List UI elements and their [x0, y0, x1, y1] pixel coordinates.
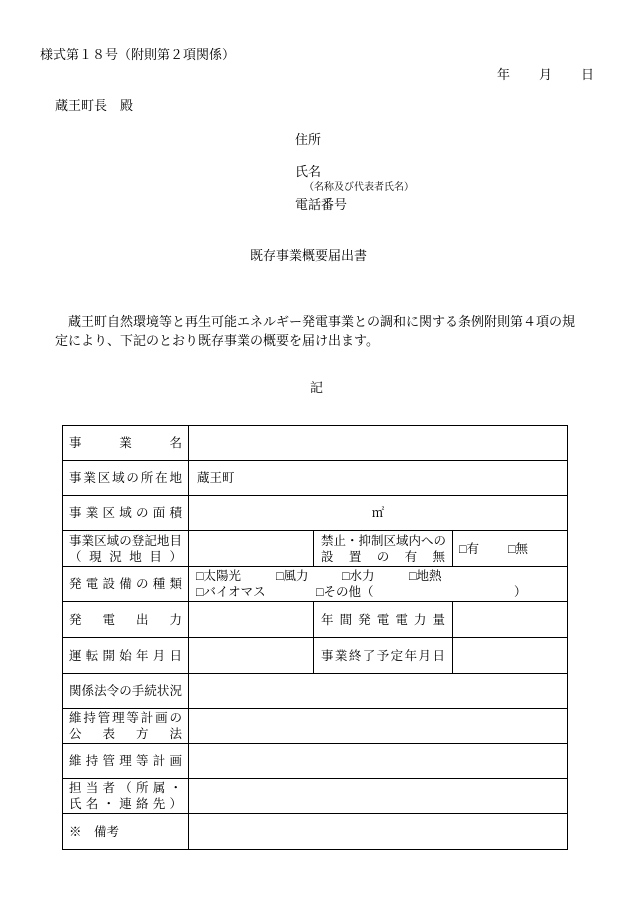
area-label-cell [63, 496, 189, 531]
output-label-cell [63, 602, 189, 638]
ki-marker: 記 [310, 380, 324, 395]
row-location [63, 461, 568, 496]
location-value: 蔵王町 [197, 471, 235, 485]
addressee: 蔵王町長 殿 [55, 98, 134, 113]
restricted-zone-option-no: □無 [508, 541, 529, 556]
name-label: 氏名 [295, 164, 322, 179]
location-value-cell [189, 461, 568, 496]
row-equipment-type [63, 567, 568, 602]
date-line: 年 月 日 [497, 67, 596, 82]
restricted-zone-label-line-1: 禁止・抑制区域内への [321, 533, 447, 548]
name-note: （名称及び代表者氏名） [304, 182, 414, 193]
address-label: 住所 [295, 132, 322, 147]
start-date-label: 運転開始年月日 [69, 648, 182, 663]
remarks-label: ※ 備考 [69, 824, 120, 839]
remarks-value-cell [189, 814, 568, 850]
start-date-label-cell [63, 638, 189, 674]
body-line-1: 蔵王町自然環境等と再生可能エネルギー発電事業との調和に関する条例附則第４項の規 [55, 314, 576, 329]
equipment-type-label-cell [63, 567, 189, 602]
maintenance-publication-label-cell [63, 709, 189, 744]
land-category-value-cell [189, 531, 314, 567]
row-remarks [63, 814, 568, 850]
permits-label: 関係法令の手続状況 [69, 684, 182, 698]
restricted-zone-label-line-2: 設置の有無 [321, 549, 445, 564]
row-business-name [63, 426, 568, 461]
land-category-label-cell [63, 531, 189, 567]
start-date-value-cell [189, 638, 314, 674]
permits-label-cell [63, 674, 189, 709]
row-area [63, 496, 568, 531]
overview-table [62, 425, 568, 850]
row-dates [63, 638, 568, 674]
maintenance-plan-label: 維持管理等計画 [69, 754, 182, 768]
annual-generation-value-cell [453, 602, 568, 638]
maintenance-plan-label-cell [63, 744, 189, 779]
equipment-option-wind: □風力 [276, 569, 309, 583]
location-label-cell [63, 461, 189, 496]
remarks-label-cell [63, 814, 189, 850]
contact-label-line-2: 氏名・連絡先） [69, 797, 182, 811]
restricted-zone-label-cell [314, 531, 453, 567]
maintenance-publication-value-cell [189, 709, 568, 744]
row-output [63, 602, 568, 638]
output-label: 発電出力 [69, 612, 182, 627]
permits-value-cell [189, 674, 568, 709]
body-line-2: 定により、下記のとおり既存事業の概要を届け出ます。 [55, 333, 379, 348]
form-number: 様式第１８号（附則第２項関係） [40, 47, 236, 62]
land-category-label-line-2: （現況地目） [69, 549, 182, 564]
annual-generation-label: 年間発電電力量 [321, 612, 445, 627]
location-label: 事業区域の所在地 [69, 471, 182, 485]
contact-label-cell [63, 779, 189, 814]
row-land-category [63, 531, 568, 567]
phone-label: 電話番号 [295, 197, 348, 212]
equipment-option-hydro: □水力 [342, 569, 375, 583]
equipment-option-solar: □太陽光 [196, 569, 242, 583]
annual-generation-label-cell [314, 602, 453, 638]
maintenance-publication-label-line-1: 維持管理等計画の [69, 711, 182, 725]
output-value-cell [189, 602, 314, 638]
row-contact [63, 779, 568, 814]
area-unit: ㎡ [371, 506, 385, 520]
area-value-cell [189, 496, 568, 531]
end-date-value-cell [453, 638, 568, 674]
restricted-zone-value-cell [453, 531, 568, 567]
maintenance-publication-label-line-2: 公表方法 [69, 727, 182, 741]
contact-value-cell [189, 779, 568, 814]
equipment-type-label: 発電設備の種類 [69, 577, 182, 591]
equipment-option-other: □その他（ [316, 585, 374, 599]
equipment-option-geothermal: □地熱 [409, 569, 442, 583]
row-maintenance-publication [63, 709, 568, 744]
equipment-option-biomass: □バイオマス [196, 585, 266, 599]
restricted-zone-option-yes: □有 [459, 541, 480, 556]
equipment-type-value-cell [189, 567, 568, 602]
row-permits [63, 674, 568, 709]
maintenance-plan-value-cell [189, 744, 568, 779]
end-date-label: 事業終了予定年月日 [321, 648, 445, 663]
contact-label-line-1: 担当者（所属・ [69, 781, 182, 795]
business-name-label-cell [63, 426, 189, 461]
equipment-option-other-close-paren: ） [514, 585, 527, 599]
business-name-label: 事業名 [69, 436, 182, 450]
document-title: 既存事業概要届出書 [250, 248, 368, 263]
land-category-label-line-1: 事業区域の登記地目 [69, 533, 182, 548]
row-maintenance-plan [63, 744, 568, 779]
area-label: 事業区域の面積 [69, 506, 182, 520]
end-date-label-cell [314, 638, 453, 674]
business-name-value-cell [189, 426, 568, 461]
